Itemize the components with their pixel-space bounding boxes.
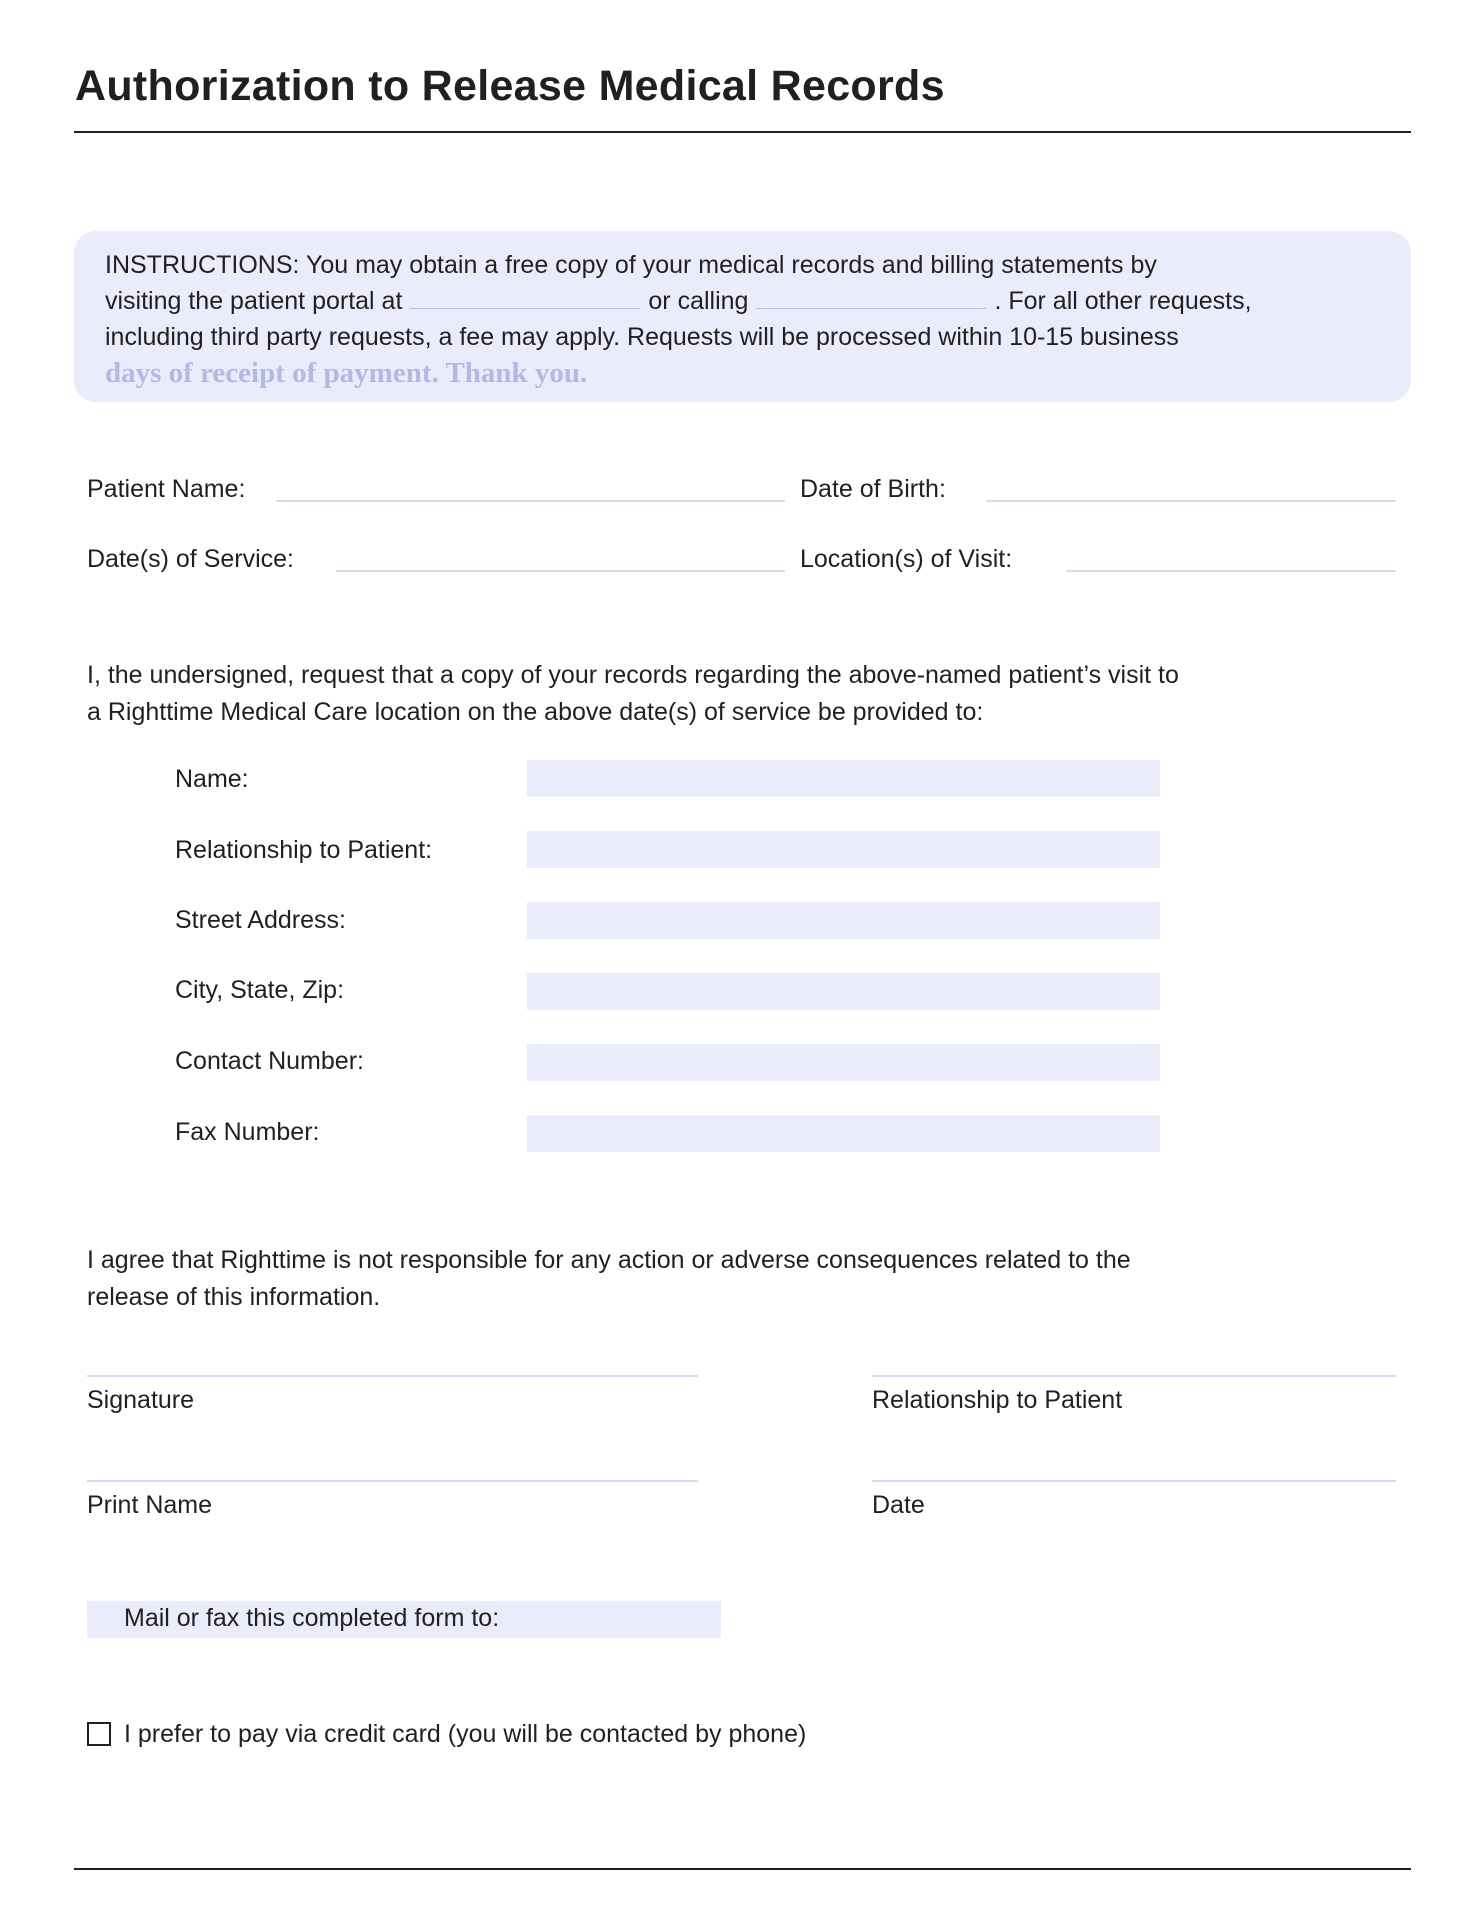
fax-number-field[interactable] (527, 1115, 1160, 1152)
instructions-line-3: including third party requests, a fee may apply. Requests will be processed within 10-15 business (105, 323, 1179, 351)
phone-number-blank[interactable] (756, 307, 986, 309)
location-of-visit-label: Location(s) of Visit: (800, 545, 1013, 573)
request-line-1: I, the undersigned, request that a copy of your records regarding the above-named patient’s visit to (87, 661, 1179, 689)
instructions-line-1: INSTRUCTIONS: You may obtain a free copy of your medical records and billing statements by (105, 251, 1157, 279)
relationship-line[interactable] (872, 1375, 1396, 1377)
recipient-name-field[interactable] (527, 760, 1160, 797)
recipient-relationship-label: Relationship to Patient: (175, 836, 433, 864)
instructions-line-2 (105, 287, 1252, 316)
instructions-line-4: days of receipt of payment. Thank you. (105, 357, 588, 389)
footer-divider (74, 1868, 1411, 1870)
agreement-line-1: I agree that Righttime is not responsible for any action or adverse consequences related to the (87, 1246, 1131, 1274)
mail-fax-label: Mail or fax this completed form to: (124, 1604, 500, 1632)
signature-line[interactable] (87, 1375, 698, 1377)
contact-number-label: Contact Number: (175, 1047, 364, 1075)
credit-card-label: I prefer to pay via credit card (you will be contacted by phone) (124, 1720, 807, 1748)
recipient-name-label: Name: (175, 765, 249, 793)
location-of-visit-field[interactable] (1066, 570, 1396, 572)
date-of-birth-label: Date of Birth: (800, 475, 946, 503)
relationship-label: Relationship to Patient (872, 1386, 1123, 1414)
date-label: Date (872, 1491, 925, 1519)
street-address-field[interactable] (527, 902, 1160, 939)
recipient-relationship-field[interactable] (527, 831, 1160, 868)
date-of-birth-field[interactable] (986, 500, 1396, 502)
header-divider (74, 131, 1411, 133)
instructions-portal-text: visiting the patient portal at (105, 287, 403, 315)
page-title: Authorization to Release Medical Records (75, 62, 945, 110)
city-state-zip-field[interactable] (527, 973, 1160, 1010)
print-name-label: Print Name (87, 1491, 213, 1519)
dates-of-service-label: Date(s) of Service: (87, 545, 295, 573)
fax-number-label: Fax Number: (175, 1118, 320, 1146)
print-name-line[interactable] (87, 1480, 698, 1482)
contact-number-field[interactable] (527, 1044, 1160, 1081)
patient-name-label: Patient Name: (87, 475, 246, 503)
street-address-label: Street Address: (175, 906, 346, 934)
dates-of-service-field[interactable] (336, 570, 785, 572)
patient-name-field[interactable] (276, 500, 785, 502)
agreement-line-2: release of this information. (87, 1283, 381, 1311)
signature-label: Signature (87, 1386, 195, 1414)
instructions-calling-text: or calling (648, 287, 749, 315)
patient-portal-blank[interactable] (410, 307, 640, 309)
credit-card-checkbox[interactable] (87, 1722, 111, 1746)
city-state-zip-label: City, State, Zip: (175, 976, 345, 1004)
request-line-2: a Righttime Medical Care location on the above date(s) of service be provided to: (87, 698, 984, 726)
date-line[interactable] (872, 1480, 1396, 1482)
instructions-other-requests-text: . For all other requests, (994, 287, 1252, 315)
